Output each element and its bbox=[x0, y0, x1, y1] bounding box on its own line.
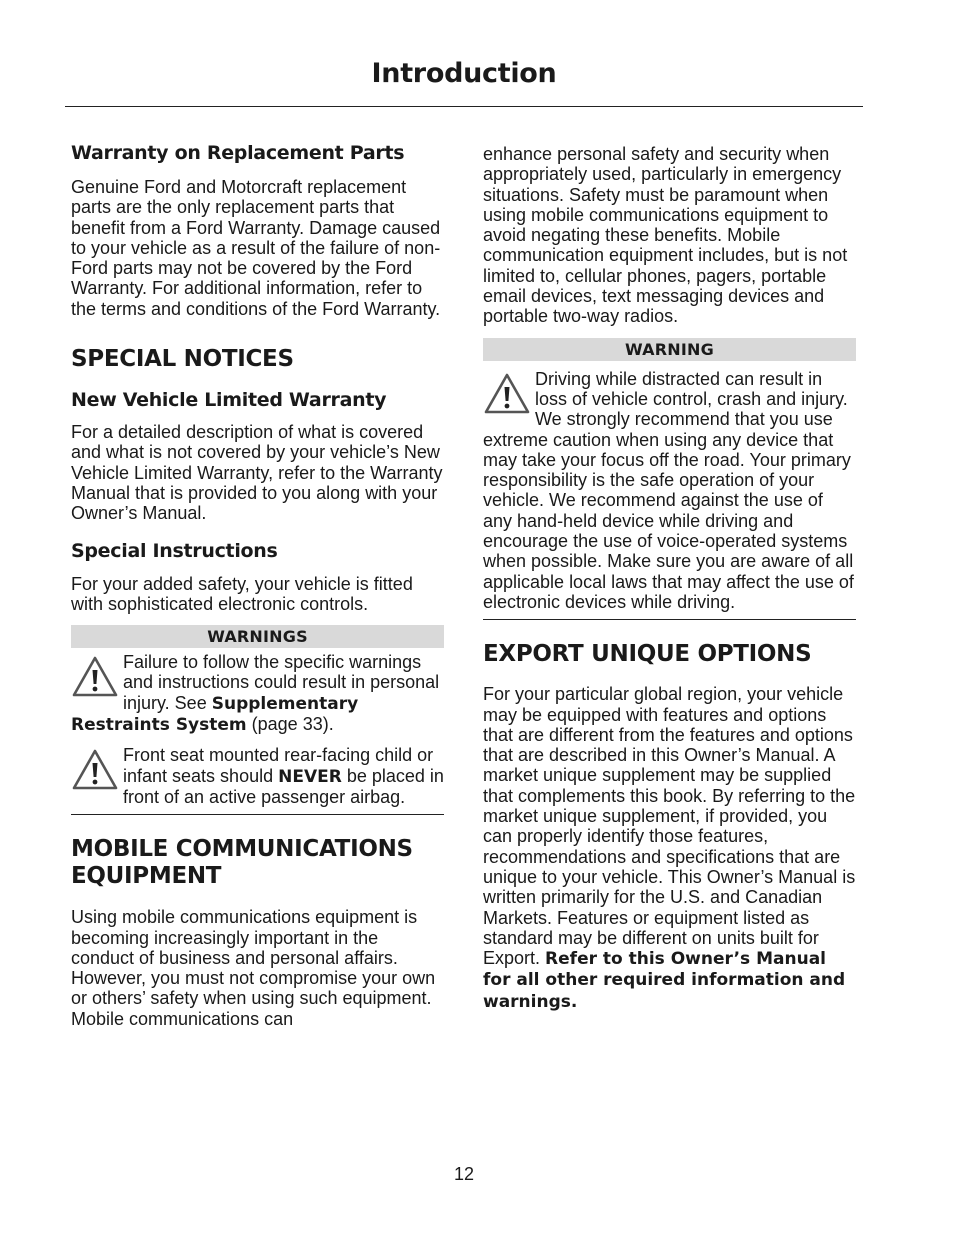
warning-triangle-icon bbox=[484, 373, 530, 415]
nvlw-text: For a detailed description of what is covered and what is not covered by your vehicle’s New Vehicle Limited Warranty, refer to the Warranty Manual that is provided to you along with your Owner’s Manual. bbox=[71, 422, 443, 524]
warning-distracted-text: Driving while distracted can result in loss of vehicle control, crash and injury. We strongly recommend that you use extreme caution when using any device that may take your focus off the road. Your primary responsibility is the safe operation of your vehicle. We recommend against the use of any hand-held device while driving and encourage the use of voice-operated systems when possible. Make sure you are aware of all applicable local laws that may affect the use of electronic devices while driving. bbox=[483, 368, 854, 612]
title-divider bbox=[65, 106, 863, 107]
special-notices-heading: SPECIAL NOTICES bbox=[71, 346, 294, 373]
right-column bbox=[483, 140, 856, 1012]
mobile-heading: MOBILE COMMUNICATIONS EQUIPMENT bbox=[71, 836, 413, 890]
warning-item-1 bbox=[71, 652, 444, 735]
warning-label-bar: WARNING bbox=[483, 338, 856, 361]
warranty-text: Genuine Ford and Motorcraft replacement parts are the only replacement parts that benefit from a Ford Warranty. Damage caused to your vehicle as a result of the failure of non-Ford parts may not be covered by the Ford Warranty. For additional information, refer to the terms and conditions of the Ford Warranty. bbox=[71, 177, 441, 319]
warning1-page: (page 33). bbox=[251, 714, 334, 735]
special-instructions-text: For your added safety, your vehicle is fitted with sophisticated electronic controls. bbox=[71, 573, 413, 614]
section-divider bbox=[71, 814, 444, 815]
warning-item-distracted bbox=[483, 369, 856, 613]
warnings-label-bar: WARNINGS bbox=[71, 625, 444, 648]
warning2-text-b: be placed in front of an active passenger airbag. bbox=[123, 765, 444, 807]
warning-triangle-icon bbox=[72, 749, 118, 791]
warning2-never: NEVER bbox=[278, 766, 342, 787]
special-instructions-heading: Special Instructions bbox=[71, 539, 278, 562]
warning-triangle-icon bbox=[72, 656, 118, 698]
warning1-link[interactable]: Supplementary Restraints System bbox=[71, 693, 359, 736]
mobile-continued-text: enhance personal safety and security when appropriately used, particularly in emergency situations. Safety must be paramount when using mobile communications equipment to avoid negating these benefits. Mobile communication equipment includes, but is not limited to, cellular phones, pagers, portable email devices, text messaging devices and portable two-way radios. bbox=[483, 144, 848, 327]
warning-item-2 bbox=[71, 745, 444, 807]
export-heading: EXPORT UNIQUE OPTIONS bbox=[483, 641, 812, 668]
section-divider bbox=[483, 619, 856, 620]
export-text: For your particular global region, your vehicle may be equipped with features and options that are different from the features and options that are described in this Owner’s Manual. A market unique supplement may be supplied that complements this book. By referring to the market unique supplement, if provided, you can properly identify those features, recommendations and specifications that are unique to your vehicle. This Owner’s Manual is written primarily for the U.S. and Canadian Markets. Features or equipment listed as standard may be different on units built for Export. bbox=[483, 684, 856, 969]
nvlw-heading: New Vehicle Limited Warranty bbox=[71, 389, 387, 412]
warranty-heading: Warranty on Replacement Parts bbox=[71, 142, 405, 164]
warning1-text: Failure to follow the specific warnings and instructions could result in personal injury. See bbox=[123, 652, 440, 713]
page-number: 12 bbox=[453, 1164, 475, 1184]
export-bold-text: Refer to this Owner’s Manual for all other required information and warnings. bbox=[483, 949, 846, 1012]
page-title: Introduction bbox=[371, 58, 557, 89]
mobile-text: Using mobile communications equipment is becoming increasingly important in the conduct of business and personal affairs. However, you must not compromise your own or others’ safety when using such equipment. Mobile communications can bbox=[71, 907, 436, 1029]
warning2-text-a: Front seat mounted rear-facing child or infant seats should bbox=[123, 745, 434, 786]
left-column bbox=[71, 140, 444, 1029]
